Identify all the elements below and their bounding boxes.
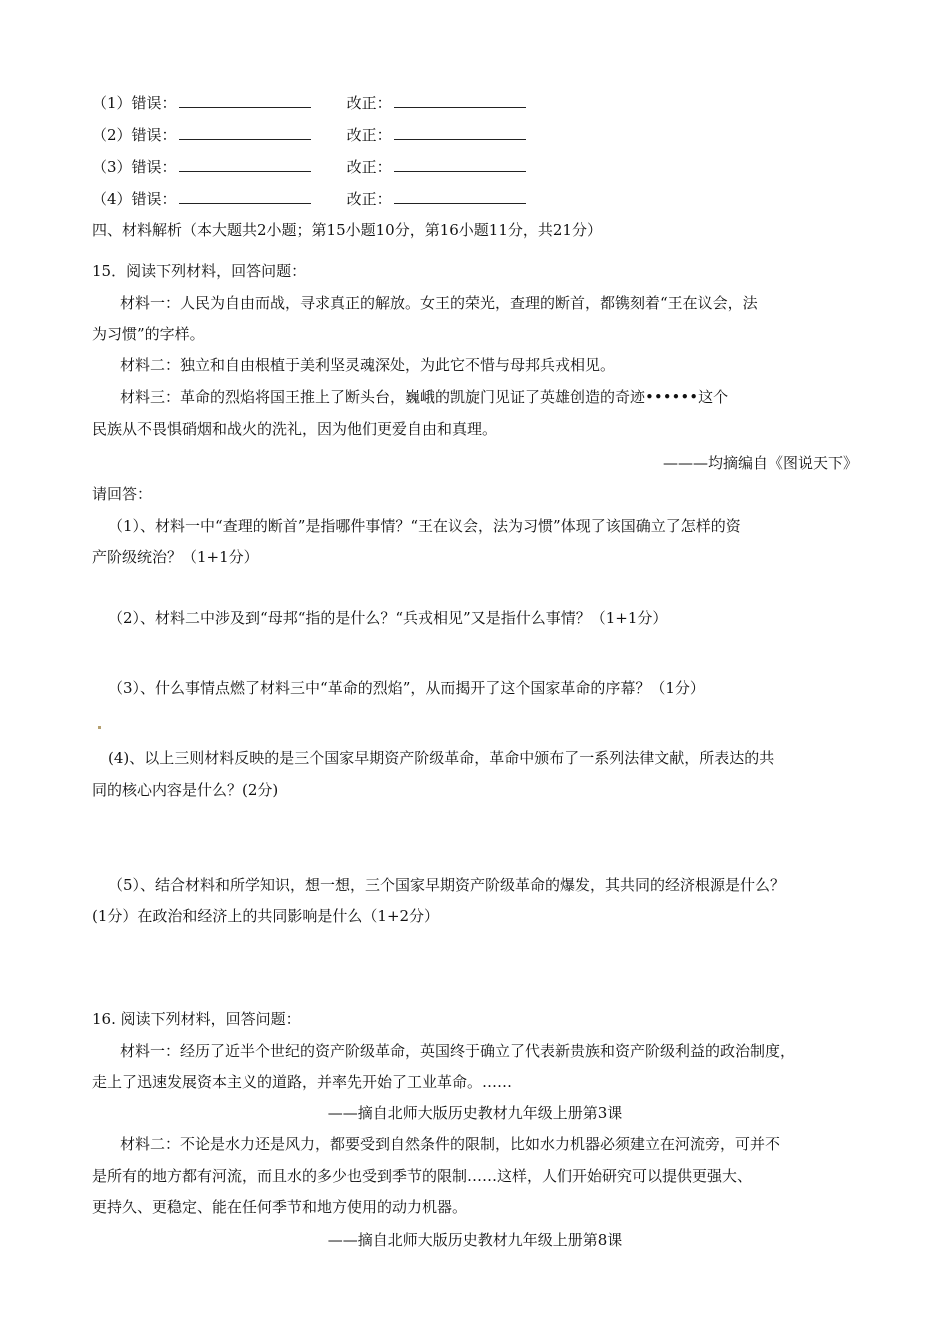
sub-question-5: (1分）在政治和经济上的共同影响是什么（1+2分） xyxy=(92,907,440,925)
material-1-line: 材料一：经历了近半个世纪的资产阶级革命，英国终于确立了代表新贵族和资产阶级利益的政治制度， xyxy=(120,1042,796,1060)
error-label: 错误： xyxy=(131,190,177,208)
material-2-line: 材料二：独立和自由根植于美利坚灵魂深处，为此它不惜与母邦兵戎相见。 xyxy=(120,356,616,374)
material-source: ——摘自北师大版历史教材九年级上册第3课 xyxy=(327,1104,623,1122)
material-2-line: 材料二：不论是水力还是风力，都要受到自然条件的限制，比如水力机器必须建立在河流旁，可并不 xyxy=(120,1135,781,1153)
error-blank[interactable] xyxy=(179,125,311,140)
error-blank[interactable] xyxy=(179,93,311,108)
sub-question-5: （5）、结合材料和所学知识，想一想，三个国家早期资产阶级革命的爆发，其共同的经济根源是什么？ xyxy=(108,876,786,894)
speck-mark xyxy=(98,726,101,729)
material-1-line: 为习惯”的字样。 xyxy=(92,325,205,343)
correction-row xyxy=(92,188,526,210)
question-16-title: 16. 阅读下列材料，回答问题： xyxy=(92,1010,301,1028)
error-label: 错误： xyxy=(131,158,177,176)
section-heading: 四、材料解析（本大题共2小题；第15小题10分，第16小题11分，共21分） xyxy=(92,221,602,239)
correction-row xyxy=(92,124,526,146)
error-label: 错误： xyxy=(131,126,177,144)
material-2-line: 更持久、更稳定、能在任何季节和地方使用的动力机器。 xyxy=(92,1198,468,1216)
error-blank[interactable] xyxy=(179,157,311,172)
sub-question-3: （3）、什么事情点燃了材料三中“革命的烈焰”，从而揭开了这个国家革命的序幕？（1分） xyxy=(108,679,705,697)
material-source: ———均摘编自《图说天下》 xyxy=(662,454,858,472)
row-number: （2） xyxy=(92,126,132,144)
fix-blank[interactable] xyxy=(394,125,526,140)
row-number: （4） xyxy=(92,190,132,208)
fix-blank[interactable] xyxy=(394,189,526,204)
material-2-line: 是所有的地方都有河流，而且水的多少也受到季节的限制……这样，人们开始研究可以提供更强大、 xyxy=(92,1167,753,1185)
material-1-line: 材料一：人民为自由而战，寻求真正的解放。女王的荣光，查理的断首，都镌刻着“王在议会，法 xyxy=(120,294,758,312)
fix-label: 改正： xyxy=(346,94,392,112)
answer-prompt: 请回答： xyxy=(92,485,153,503)
sub-question-1: （1）、材料一中“查理的断首”是指哪件事情？“王在议会，法为习惯”体现了该国确立了怎样的资 xyxy=(108,517,741,535)
fix-blank[interactable] xyxy=(394,93,526,108)
fix-label: 改正： xyxy=(346,158,392,176)
correction-row xyxy=(92,92,526,114)
fix-label: 改正： xyxy=(346,126,392,144)
row-number: （3） xyxy=(92,158,132,176)
error-blank[interactable] xyxy=(179,189,311,204)
error-label: 错误： xyxy=(131,94,177,112)
material-1-line: 走上了迅速发展资本主义的道路，并率先开始了工业革命。…… xyxy=(92,1073,513,1091)
question-15-title: 15．阅读下列材料，回答问题： xyxy=(92,262,307,280)
material-source: ——摘自北师大版历史教材九年级上册第8课 xyxy=(327,1231,623,1249)
fix-label: 改正： xyxy=(346,190,392,208)
sub-question-1: 产阶级统治？（1+1分） xyxy=(92,548,259,566)
row-number: （1） xyxy=(92,94,132,112)
sub-question-4: 同的核心内容是什么？(2分) xyxy=(92,781,279,799)
fix-blank[interactable] xyxy=(394,157,526,172)
correction-row xyxy=(92,156,526,178)
material-3-line: 民族从不畏惧硝烟和战火的洗礼，因为他们更爱自由和真理。 xyxy=(92,420,498,438)
sub-question-4: (4)、以上三则材料反映的是三个国家早期资产阶级革命，革命中颁布了一系列法律文献，所表达的共 xyxy=(108,749,775,767)
material-3-line: 材料三：革命的烈焰将国王推上了断头台，巍峨的凯旋门见证了英雄创造的奇迹••••••这个 xyxy=(120,388,729,406)
sub-question-2: （2）、材料二中涉及到“母邦“指的是什么？“兵戎相见”又是指什么事情？（1+1分） xyxy=(108,609,668,627)
